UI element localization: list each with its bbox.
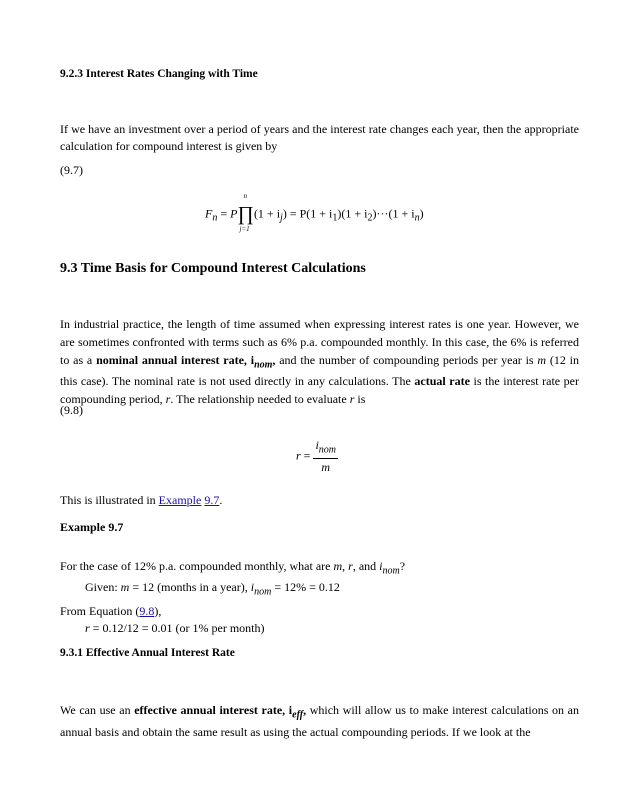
equation-link[interactable]: 9.8 <box>139 604 155 618</box>
equation-9-8: r = $\frac{i_{nom}}{m}$ <box>296 437 338 476</box>
fraction: $\frac{i_{nom}}{m}$ <box>315 438 337 474</box>
paragraph-effective-rate: We can use an effective annual interest rate, $i_{eff}$, which will allow us to make interest calculations on an annual basis and obtain the same result as using the actual compounding periods. If we look at the <box>60 703 579 740</box>
example-solution: From Equation (9.8), r = 0.12/12 = 0.01 (or 1% per month) <box>60 603 579 638</box>
illustrated-line: This is illustrated in Example 9.7. <box>60 493 223 507</box>
paragraph-time-basis: In industrial practice, the length of time assumed when expressing interest rates is one year. However, we are sometimes confronted with terms such as 6% p.a. compounded monthly. In this case, the 6% is referred to as a nominal annual interest rate, $i_{nom}$, and the number of compounding periods per year is m (12 in this case). The nominal rate is not used directly in any calculations. The actual rate is the interest rate per compounding period, r. The relationship needed to evaluate r is <box>60 317 579 407</box>
example-number-link[interactable]: 9.7 <box>204 493 220 507</box>
section-heading-9-2-3: 9.2.3 Interest Rates Changing with Time <box>60 68 258 80</box>
example-link[interactable]: Example <box>158 493 202 507</box>
calc-line: r = 0.12/12 = 0.01 (or 1% per month) <box>85 621 265 636</box>
paragraph-compound-interest: If we have an investment over a period of years and the interest rate changes each year, then the appropriate calculation for compound interest is given by <box>60 122 579 154</box>
example-heading: Example 9.7 <box>60 520 124 534</box>
given-line: Given: m = 12 (months in a year), $i_{nom} = 12\% = 0.12$ <box>85 579 340 598</box>
equation-9-7: $F_n$ = P∏ n j=1 $(1 + i_j) = P(1 + i_1)(1 + i_2)\cdot\cdot\cdot(1 + i_n)$ <box>205 192 424 233</box>
example-question: For the case of 12% p.a. compounded monthly, what are m, r, and $i_{nom}$? Given: m = 12 (months in a year), $i_{nom} = 12\% = 0.12$ <box>60 558 579 600</box>
equation-label-9-7: (9.7) <box>60 163 83 177</box>
section-heading-9-3-1: 9.3.1 Effective Annual Interest Rate <box>60 647 235 659</box>
product-symbol: ∏ n j=1 <box>237 192 254 233</box>
equation-label-9-8: (9.8) <box>60 403 83 417</box>
section-heading-9-3: 9.3 Time Basis for Compound Interest Calculations <box>60 261 366 276</box>
